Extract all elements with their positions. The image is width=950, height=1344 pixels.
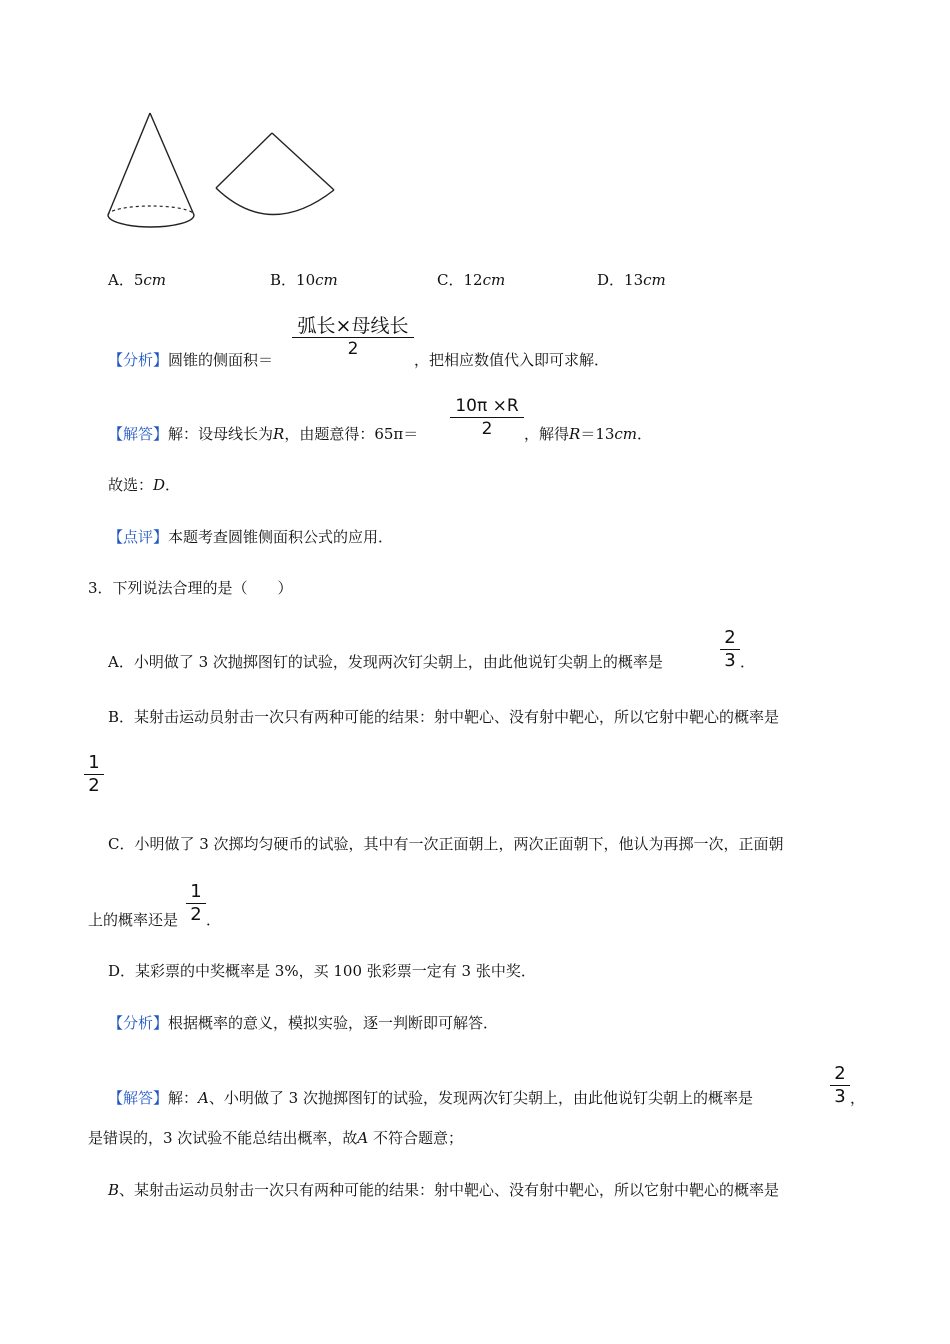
q3-option-d: D．某彩票的中奖概率是 3%，买 100 张彩票一定有 3 张中奖． <box>108 962 536 980</box>
q2-analysis-line: 【分析】圆锥的侧面积＝ <box>108 351 274 369</box>
q3-solution-line3: B、某射击运动员射击一次只有两种可能的结果：射中靶心、没有射中靶心，所以它射中靶心的概率是 <box>108 1181 780 1199</box>
q3-option-c-line2: 上的概率还是 <box>88 911 179 929</box>
q3-option-c-line1: C．小明做了 3 次掷均匀硬币的试验，其中有一次正面朝上，两次正面朝下，他认为再掷一次，正面朝 <box>108 835 784 853</box>
cone-figure-icon <box>100 105 205 235</box>
q3-option-c-end: ． <box>206 911 222 929</box>
q3-option-a: A．小明做了 3 次抛掷图钉的试验，发现两次钉尖朝上，由此他说钉尖朝上的概率是 <box>108 653 663 671</box>
option-b: B．10cm <box>270 271 338 289</box>
q2-solution-tail: ，解得R＝13cm． <box>524 425 653 443</box>
arc-formula-fraction: 弧长×母线长 2 <box>292 316 414 359</box>
q2-comment: 【点评】本题考查圆锥侧面积公式的应用． <box>108 528 394 546</box>
solution-fraction: 10π ×R 2 <box>450 396 524 439</box>
solution-tag: 【解答】 <box>108 1089 169 1107</box>
q3-solution-line2: 是错误的，3 次试验不能总结出概率，故A 不符合题意； <box>88 1129 463 1147</box>
q3-option-a-fraction: 2 3 <box>720 628 740 671</box>
q2-solution-line: 【解答】解：设母线长为R，由题意得：65π＝ <box>108 425 419 443</box>
analysis-tag: 【分析】 <box>108 1014 169 1032</box>
comment-tag: 【点评】 <box>108 528 169 546</box>
q3-analysis: 【分析】根据概率的意义，模拟实验，逐一判断即可解答． <box>108 1014 499 1032</box>
q3-solution-fraction: 2 3 <box>830 1064 850 1107</box>
q3-option-c-fraction: 1 2 <box>186 882 206 925</box>
sector-figure-icon <box>210 125 340 220</box>
q3-option-b: B．某射击运动员射击一次只有两种可能的结果：射中靶心、没有射中靶心，所以它射中靶心的概率是 <box>108 708 780 726</box>
q2-analysis-tail: ，把相应数值代入即可求解． <box>414 351 610 369</box>
q3-solution-end: ， <box>850 1089 866 1107</box>
q3-option-b-fraction: 1 2 <box>84 753 104 796</box>
q3-solution-line1: 【解答】解：A、小明做了 3 次抛掷图钉的试验，发现两次钉尖朝上，由此他说钉尖朝上的概率是 <box>108 1089 753 1107</box>
option-c: C．12cm <box>437 271 506 289</box>
q3-stem: 3．下列说法合理的是（ ） <box>88 579 293 597</box>
option-d: D．13cm <box>597 271 666 289</box>
q2-choice: 故选：D． <box>108 476 181 494</box>
option-a: A．5cm <box>108 271 167 289</box>
q3-option-a-end: ． <box>740 653 756 671</box>
solution-tag: 【解答】 <box>108 425 169 443</box>
analysis-tag: 【分析】 <box>108 351 169 369</box>
